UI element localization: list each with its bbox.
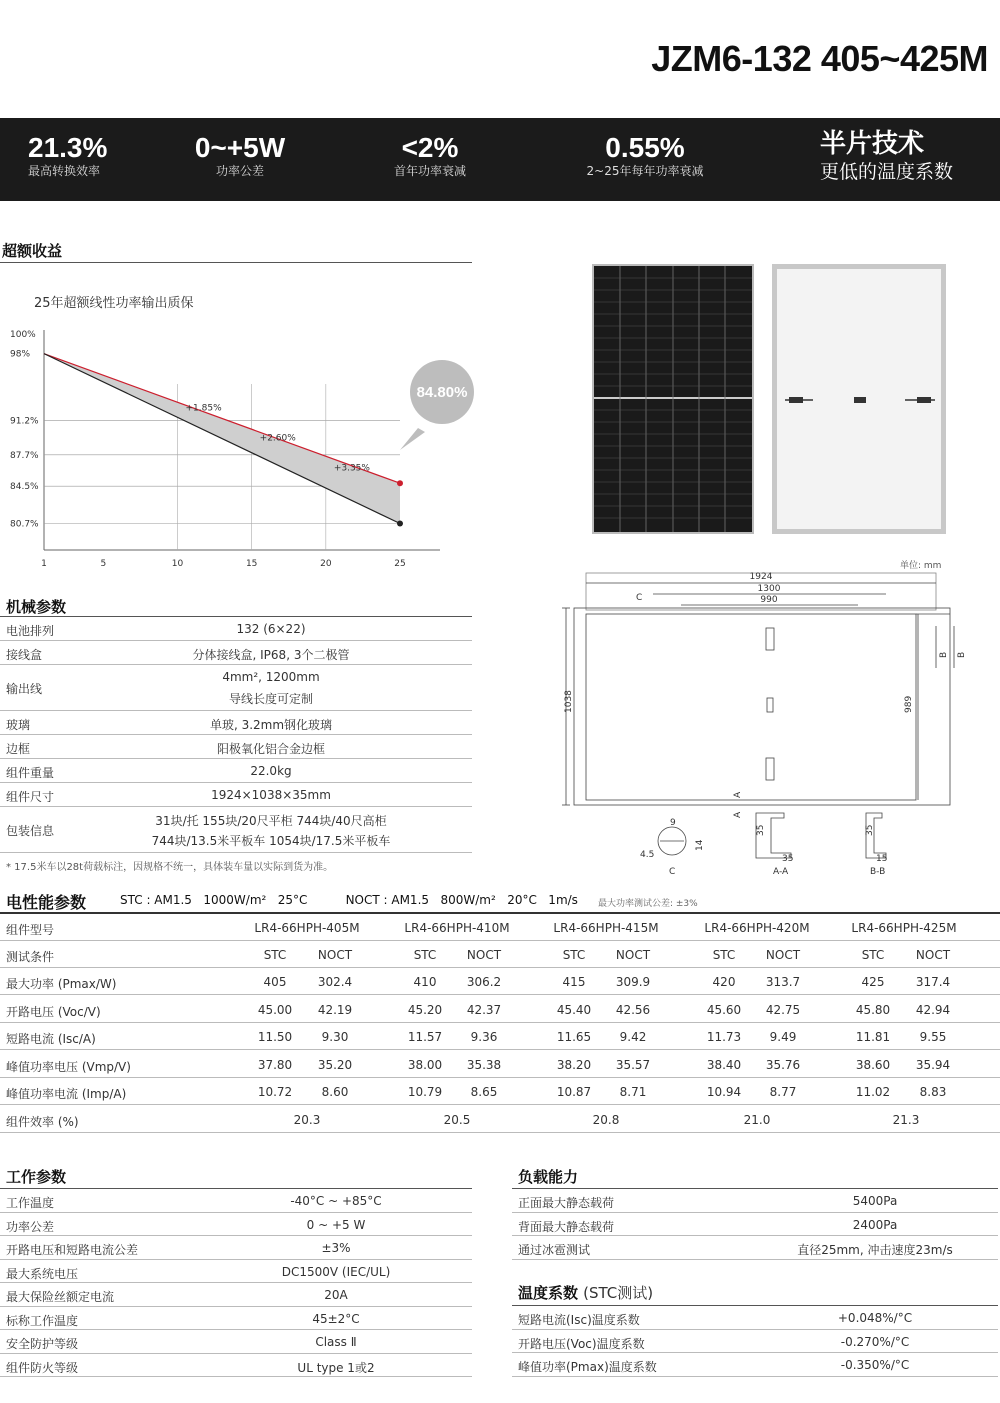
row-label: 峰值功率(Pmax)温度系数 — [518, 1360, 657, 1374]
section-marker-b2: B — [957, 651, 967, 658]
model-name: LR4-66HPH-415M — [553, 921, 659, 935]
table-cell: 8.77 — [769, 1085, 797, 1099]
feature-value: 21.3% — [28, 132, 108, 163]
cond-stc: STC — [413, 948, 437, 962]
warranty-chart — [0, 320, 480, 570]
table-cell: 11.73 — [706, 1030, 742, 1044]
x-axis-ticks — [41, 559, 406, 569]
y-tick-label: 91.2% — [10, 416, 39, 427]
row-label: 峰值功率电流 (Imp/A) — [6, 1087, 127, 1101]
row-value: +0.048%/°C — [837, 1311, 913, 1325]
row-label: 功率公差 — [6, 1219, 55, 1234]
table-row — [0, 1051, 1000, 1078]
cond-stc: STC — [861, 948, 885, 962]
table-cell: 11.02 — [855, 1085, 891, 1099]
row-value-line2: 导线长度可定制 — [228, 692, 313, 706]
feature-tolerance — [190, 132, 290, 178]
dim-35-aa-bottom: 35 — [782, 854, 794, 864]
row-value: ±3% — [321, 1241, 351, 1255]
table-cell: 35.38 — [466, 1057, 502, 1072]
x-tick-label: 25 — [394, 559, 406, 569]
conditions-row — [0, 941, 1000, 968]
callout-pointer — [400, 428, 425, 450]
model-name: LR4-66HPH-410M — [404, 921, 510, 935]
row-label: 工作温度 — [6, 1196, 55, 1210]
table-cell: 38.00 — [407, 1057, 443, 1072]
row-value: 分体接线盒, IP68, 3个二极管 — [192, 648, 350, 662]
table-cell: 42.56 — [615, 1002, 651, 1017]
row-label: 接线盒 — [6, 648, 43, 662]
panel-cell-grid — [594, 266, 752, 532]
row-label: 短路电流(Isc)温度系数 — [518, 1313, 640, 1327]
efficiency-value: 20.3 — [293, 1113, 321, 1127]
table-cell: 35.57 — [615, 1057, 651, 1072]
table-row — [0, 1023, 1000, 1050]
table-cell: 35.76 — [765, 1057, 801, 1072]
table-row — [0, 1354, 472, 1378]
table-cell: 35.20 — [317, 1057, 353, 1072]
table-cell: 405 — [263, 975, 287, 989]
table-cell: 11.57 — [407, 1030, 443, 1044]
table-cell: 10.79 — [407, 1085, 443, 1099]
row-value-line2: 744块/13.5米平板车 1054块/17.5米平板车 — [151, 834, 391, 848]
row-value: 0 ~ +5 W — [306, 1217, 366, 1232]
section-rule — [0, 262, 472, 263]
row-label: 开路电压 (Voc/V) — [6, 1004, 101, 1019]
callout-c: C — [636, 593, 643, 603]
table-row — [0, 1330, 472, 1354]
table-row — [0, 968, 1000, 995]
row-label: 峰值功率电压 (Vmp/V) — [6, 1059, 131, 1074]
table-cell: 306.2 — [466, 975, 502, 989]
panel-back-image — [772, 264, 946, 534]
footnote: * 17.5米车以28t荷载标注，因规格不统一，具体装车量以实际到货为准。 — [6, 862, 334, 873]
row-label: 组件重量 — [6, 766, 55, 780]
row-label: 背面最大静态载荷 — [518, 1219, 615, 1234]
row-label: 组件防火等级 — [6, 1360, 79, 1375]
models-row — [0, 914, 1000, 941]
cond-noct: NOCT — [317, 948, 353, 962]
series-point-standard — [397, 520, 403, 526]
row-value: UL type 1或2 — [297, 1360, 375, 1375]
x-tick-label: 5 — [100, 559, 107, 569]
feature-value: 0~+5W — [194, 132, 286, 163]
table-row — [0, 1307, 472, 1331]
row-label: 电池排列 — [6, 624, 55, 638]
efficiency-value: 20.5 — [443, 1113, 471, 1127]
test-conditions: STC : AM1.5 1000W/m² 25°C NOCT : AM1.5 800W/m² 20°C 1m/s — [120, 893, 578, 907]
table-row — [0, 641, 472, 665]
feature-label: 功率公差 — [215, 164, 264, 178]
x-tick-label: 1 — [41, 559, 47, 569]
row-value: 132 (6×22) — [236, 622, 306, 636]
table-cell: 45.60 — [706, 1002, 742, 1017]
table-cell: 8.83 — [919, 1085, 947, 1099]
section-title-extra-yield: 超额收益 — [2, 242, 63, 260]
section-title-temperature — [518, 1282, 653, 1303]
row-label: 标称工作温度 — [6, 1313, 79, 1328]
row-label: 正面最大静态载荷 — [518, 1196, 615, 1210]
dim-9: 9 — [670, 818, 676, 828]
y-tick-label: 98% — [10, 349, 31, 360]
table-row — [512, 1306, 998, 1330]
table-cell: 10.72 — [257, 1085, 293, 1099]
table-row — [512, 1330, 998, 1354]
table-cell: 313.7 — [765, 975, 801, 989]
feature-label: 最高转换效率 — [28, 164, 101, 178]
table-row — [0, 665, 472, 711]
table-cell: 9.49 — [769, 1030, 797, 1044]
table-row — [0, 1260, 472, 1284]
series-line-standard — [44, 354, 400, 524]
callout-value: 84.80% — [416, 384, 468, 401]
detail-label-c: C — [669, 867, 676, 877]
row-value: 直径25mm, 冲击速度23m/s — [797, 1243, 953, 1257]
row-value: Class Ⅱ — [315, 1335, 357, 1349]
annotation-label: +1.85% — [185, 403, 222, 414]
table-cell: 410 — [413, 975, 437, 989]
annotation-label: +2.60% — [259, 433, 296, 444]
section-marker-b1: B — [939, 651, 949, 658]
feature-label: 首年功率衰减 — [393, 164, 466, 178]
dim-1300: 1300 — [757, 584, 781, 594]
dim-990: 990 — [760, 595, 778, 605]
table-row — [0, 1283, 472, 1307]
feature-value: 0.55% — [605, 132, 685, 163]
y-tick-label: 100% — [10, 330, 36, 340]
model-name: LR4-66HPH-425M — [851, 921, 957, 935]
page-title: JZM6-132 405~425M — [651, 38, 988, 79]
model-name: LR4-66HPH-405M — [254, 921, 360, 935]
row-label: 组件尺寸 — [6, 790, 55, 804]
x-tick-label: 20 — [320, 559, 332, 569]
dim-14: 14 — [695, 839, 705, 851]
table-row — [0, 759, 472, 783]
table-cell: 317.4 — [915, 975, 951, 989]
dim-989: 989 — [904, 695, 914, 713]
dimension-drawing — [556, 568, 976, 880]
cond-noct: NOCT — [466, 948, 502, 962]
row-label: 通过冰雹测试 — [518, 1243, 591, 1257]
row-label: 边框 — [6, 742, 31, 756]
table-cell: 8.60 — [321, 1085, 349, 1099]
cond-noct: NOCT — [765, 948, 801, 962]
feature-label: 更低的温度系数 — [820, 161, 954, 183]
row-value: -0.350%/°C — [840, 1358, 910, 1372]
table-cell: 9.36 — [470, 1030, 498, 1044]
row-value: -40°C ~ +85°C — [290, 1194, 382, 1208]
table-cell: 9.42 — [619, 1030, 647, 1044]
row-value: 5400Pa — [852, 1194, 898, 1208]
junction-boxes — [777, 269, 941, 529]
section-marker-a1: A — [733, 791, 743, 798]
table-cell: 309.9 — [615, 975, 651, 989]
electrical-header — [0, 888, 1000, 912]
cond-stc: STC — [562, 948, 586, 962]
panel-front-image — [592, 264, 754, 534]
table-row — [0, 1213, 472, 1237]
feature-efficiency — [28, 132, 107, 178]
table-cell: 42.19 — [317, 1002, 353, 1017]
table-row — [0, 807, 472, 853]
test-tolerance: 最大功率测试公差: ±3% — [598, 899, 698, 909]
cond-stc: STC — [263, 948, 287, 962]
table-row — [0, 1236, 472, 1260]
row-label: 输出线 — [6, 682, 43, 696]
row-value: 31块/托 155块/20尺平柜 744块/40尺高柜 — [155, 814, 387, 828]
feature-value: 半片技术 — [820, 129, 925, 159]
feature-first-year-degradation — [380, 132, 480, 178]
y-tick-label: 87.7% — [10, 450, 39, 461]
table-cell: 11.81 — [855, 1030, 891, 1044]
row-label: 开路电压(Voc)温度系数 — [518, 1336, 645, 1351]
cond-noct: NOCT — [615, 948, 651, 962]
table-cell: 45.00 — [257, 1002, 293, 1017]
chart-title: 25年超额线性功率输出质保 — [34, 296, 194, 311]
x-tick-label: 10 — [171, 559, 184, 569]
temp-title-suffix: (STC测试) — [583, 1284, 654, 1302]
row-value: 1924×1038×35mm — [211, 788, 331, 802]
table-cell: 45.20 — [407, 1002, 443, 1017]
dim-1038: 1038 — [564, 690, 574, 713]
feature-label: 2~25年每年功率衰减 — [586, 164, 704, 178]
row-value: 2400Pa — [852, 1217, 898, 1232]
section-title-electrical: 电性能参数 — [6, 893, 87, 912]
efficiency-row — [0, 1106, 1000, 1133]
table-cell: 8.71 — [619, 1085, 647, 1099]
table-row — [0, 996, 1000, 1023]
table-cell: 42.37 — [466, 1002, 502, 1017]
y-tick-label: 84.5% — [10, 482, 39, 493]
row-value: -0.270%/°C — [840, 1334, 910, 1349]
table-cell: 415 — [562, 975, 586, 989]
table-cell: 11.50 — [257, 1030, 293, 1044]
y-axis-ticks — [10, 330, 39, 529]
row-value: 45±2°C — [312, 1311, 360, 1326]
section-title-load: 负载能力 — [518, 1168, 579, 1186]
row-value: 4mm², 1200mm — [222, 670, 320, 684]
detail-label-bb: B-B — [870, 867, 886, 877]
table-cell: 420 — [712, 975, 736, 989]
table-cell: 11.65 — [556, 1030, 592, 1044]
row-value: 阳极氧化铝合金边框 — [216, 742, 325, 756]
table-row — [512, 1353, 998, 1377]
row-label: 玻璃 — [6, 718, 31, 732]
efficiency-value: 21.3 — [892, 1113, 920, 1127]
dim-35-aa: 35 — [756, 824, 766, 836]
table-cell: 10.87 — [556, 1085, 592, 1099]
feature-half-cell — [820, 128, 953, 184]
model-name: LR4-66HPH-420M — [704, 921, 810, 935]
row-label: 组件型号 — [6, 923, 55, 937]
series-point-premium — [397, 480, 403, 486]
section-title-working: 工作参数 — [6, 1168, 67, 1186]
section-marker-a2: A — [733, 811, 743, 818]
detail-label-aa: A-A — [773, 867, 789, 877]
temp-title-main: 温度系数 — [518, 1284, 579, 1302]
table-cell: 9.30 — [321, 1030, 349, 1044]
unit-label: 单位: mm — [900, 561, 942, 571]
y-tick-label: 80.7% — [10, 519, 39, 530]
row-label: 开路电压和短路电流公差 — [6, 1243, 139, 1257]
row-value: 22.0kg — [250, 764, 292, 778]
row-label: 最大保险丝额定电流 — [6, 1290, 115, 1304]
dim-4-5: 4.5 — [640, 850, 655, 860]
row-label: 短路电流 (Isc/A) — [6, 1032, 96, 1046]
row-value: DC1500V (IEC/UL) — [281, 1264, 391, 1279]
dim-1924: 1924 — [749, 572, 773, 582]
dim-35-bb: 35 — [865, 824, 875, 836]
table-row — [0, 1078, 1000, 1105]
table-cell: 38.60 — [855, 1057, 891, 1072]
table-row — [0, 1189, 472, 1213]
table-cell: 10.94 — [706, 1085, 742, 1099]
dim-15: 15 — [876, 854, 888, 864]
x-tick-label: 15 — [245, 559, 258, 569]
table-cell: 35.94 — [915, 1057, 951, 1072]
table-cell: 42.94 — [915, 1002, 951, 1017]
table-cell: 425 — [861, 975, 885, 989]
table-row — [512, 1189, 998, 1213]
table-cell: 42.75 — [765, 1002, 801, 1017]
table-row — [0, 711, 472, 735]
table-cell: 45.40 — [556, 1002, 592, 1017]
cond-stc: STC — [712, 948, 736, 962]
table-row — [512, 1236, 998, 1260]
feature-value: <2% — [401, 132, 459, 163]
row-value: 20A — [324, 1288, 348, 1302]
row-label: 最大功率 (Pmax/W) — [6, 977, 117, 991]
row-label: 包装信息 — [6, 824, 55, 838]
table-row — [0, 783, 472, 807]
table-row — [0, 617, 472, 641]
table-cell: 38.40 — [706, 1057, 742, 1072]
row-label: 测试条件 — [6, 950, 55, 964]
row-value: 单玻, 3.2mm钢化玻璃 — [209, 718, 333, 732]
efficiency-value: 21.0 — [743, 1113, 771, 1127]
table-row — [512, 1213, 998, 1237]
table-cell: 38.20 — [556, 1057, 592, 1072]
table-cell: 37.80 — [257, 1057, 293, 1072]
annotation-label: +3.35% — [333, 463, 370, 474]
key-features-banner — [0, 118, 1000, 201]
cond-noct: NOCT — [915, 948, 951, 962]
table-cell: 9.55 — [919, 1030, 947, 1044]
table-cell: 302.4 — [317, 975, 353, 989]
section-title-mechanical: 机械参数 — [6, 598, 67, 616]
table-row — [0, 735, 472, 759]
efficiency-value: 20.8 — [592, 1113, 620, 1127]
table-cell: 45.80 — [855, 1002, 891, 1017]
row-label: 安全防护等级 — [6, 1337, 79, 1351]
row-label: 组件效率 (%) — [6, 1115, 79, 1129]
feature-annual-degradation — [570, 132, 720, 178]
table-cell: 8.65 — [470, 1085, 498, 1099]
row-label: 最大系统电压 — [6, 1266, 79, 1281]
